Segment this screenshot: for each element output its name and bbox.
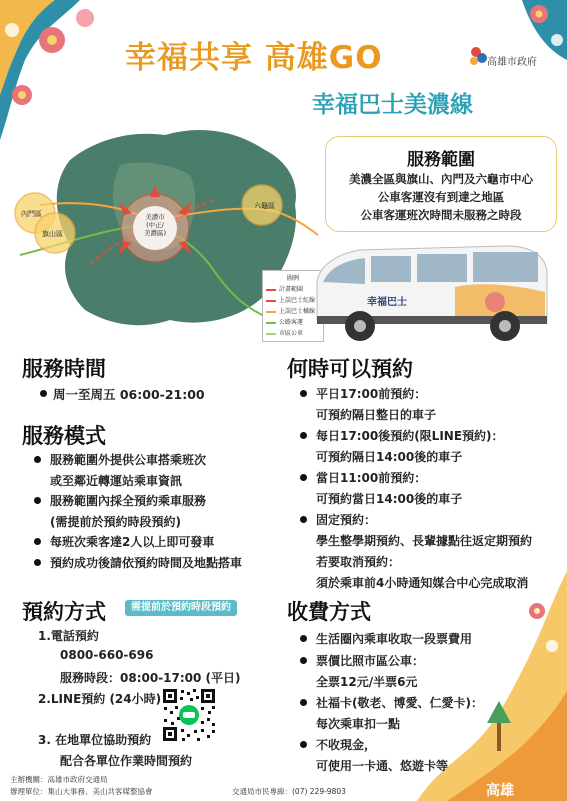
phone-number[interactable]: 0800-660-696 [60,648,154,662]
service-hours-heading: 服務時間 [22,357,106,381]
service-mode-item: (需提前於預約時段預約) [50,515,181,529]
service-scope-line: 美濃全區與旗山、內門及六龜市中心 [349,172,533,186]
legend-item: 公路客運 [266,317,320,328]
page-subtitle: 幸福巴士美濃線 [312,92,473,118]
bullet-icon [34,559,41,566]
booking-method-item: 服務時段：08:00-17:00 (平日) [60,671,241,685]
service-mode-item: 或至鄰近轉運站乘車資訊 [50,474,183,488]
bus-van-image [305,242,550,347]
bullet-icon [300,516,307,523]
service-scope-line: 公車客運班次時間未服務之時段 [360,208,522,222]
logo-text: 高雄市政府 [487,57,537,68]
fare-item: 可使用一卡通、悠遊卡等 [316,759,449,773]
booking-time-item: 固定預約： [316,513,377,527]
service-scope-title: 服務範圍 [407,150,475,170]
booking-method-heading: 預約方式 [22,600,106,624]
booking-method-item: 3. 在地單位協助預約 [38,733,152,747]
booking-method-item: 1.電話預約 [38,629,99,643]
bullet-icon [300,635,307,642]
fare-item: 不收現金， [316,738,377,752]
bullet-icon [300,741,307,748]
bullet-icon [300,699,307,706]
service-mode-item: 服務範圍外提供公車搭乘班次 [50,453,207,467]
map-center-label: 美濃市 (中正/ 美濃區) [143,213,167,237]
legend-title: 圖例 [286,275,299,282]
line-qr-code[interactable] [161,687,217,743]
booking-time-item: 須於乘車前4小時通知媒合中心完成取消 [316,576,529,590]
bullet-icon [34,456,41,463]
booking-time-item: 可預約隔日整日的車子 [316,408,437,422]
booking-method-item: 配合各單位作業時間預約 [60,754,193,768]
booking-time-item: 當日11:00前預約： [316,471,427,485]
service-mode-item: 預約成功後請依預約時間及地點搭車 [50,556,243,570]
fare-heading: 收費方式 [287,600,371,624]
legend-item: 市區公車 [266,328,320,339]
bullet-icon [300,390,307,397]
footer-executor: 辦理單位：集山大事務、美山共客媒整協會 [10,787,153,796]
bullet-icon [300,432,307,439]
fare-item: 生活圈內乘車收取一段票費用 [316,632,473,646]
fare-item: 每次乘車扣一點 [316,717,401,731]
booking-time-item: 若要取消預約： [316,555,401,569]
booking-time-item: 可預約當日14:00後的車子 [316,492,463,506]
footer-organizer: 主辦機關：高雄市政府交通局 [10,775,108,784]
map-left-label-1: 內門區 [21,210,42,218]
service-hours-item: 周一至周五 06:00-21:00 [53,387,205,402]
bullet-icon [40,390,47,397]
booking-method-item: 2.LINE預約 (24小時) [38,692,162,706]
booking-notice-badge: 需提前於預約時段預約 [125,600,237,616]
fare-item: 社福卡(敬老、博愛、仁愛卡)： [316,696,483,710]
map-left-label-2: 旗山區 [42,230,63,238]
map-right-label: 六龜區 [254,202,275,210]
booking-time-item: 學生整學期預約、長輩據點往返定期預約 [316,534,533,548]
page-title: 幸福共享 高雄GO [125,40,383,76]
footer-hotline: 交通局市民專線：(07) 229-9803 [232,787,346,796]
service-mode-heading: 服務模式 [22,424,106,448]
fare-item: 票價比照市區公車： [316,654,425,668]
booking-time-item: 每日17:00後預約(限LINE預約)： [316,429,504,443]
service-scope-box [325,136,557,232]
legend-item: 上誤巴士紅線 [266,295,320,306]
fare-item: 全票12元/半票6元 [316,675,418,689]
booking-time-heading: 何時可以預約 [287,357,413,381]
corner-text: 高雄 [486,783,514,799]
bullet-icon [34,497,41,504]
bullet-icon [300,474,307,481]
bullet-icon [34,538,41,545]
booking-time-item: 可預約隔日14:00後的車子 [316,450,463,464]
service-mode-item: 服務範圍內採全預約乘車服務 [50,494,207,508]
van-label: 幸福巴士 [367,297,407,308]
legend-item: 上誤巴士橘線 [266,306,320,317]
bullet-icon [300,657,307,664]
service-mode-item: 每班次乘客達2人以上即可發車 [50,535,215,549]
service-scope-line: 公車客運沒有到達之地區 [377,190,505,204]
legend-item: 計畫範圍 [266,284,320,295]
booking-time-item: 平日17:00前預約： [316,387,427,401]
